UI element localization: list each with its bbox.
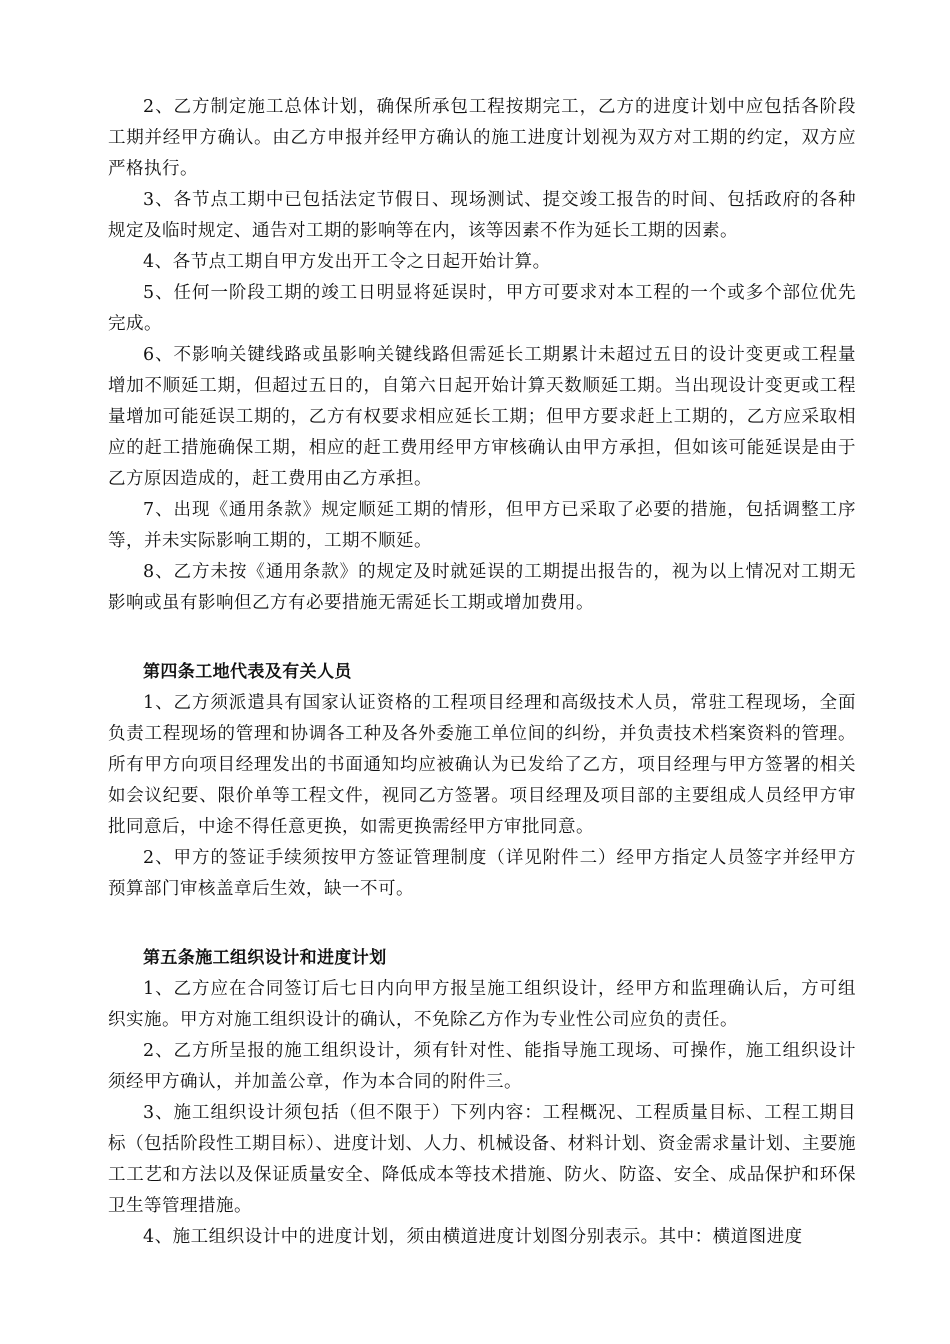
section-heading: 第四条工地代表及有关人员 [143,662,352,682]
clause-paragraph: 8、乙方未按《通用条款》的规定及时就延误的工期提出报告的，视为以上情况对工期无影响或虽有影响但乙方有必要措施无需延长工期或增加费用。 [108,562,856,613]
clause-paragraph: 2、乙方所呈报的施工组织设计，须有针对性、能指导施工现场、可操作，施工组织设计须经甲方确认，并加盖公章，作为本合同的附件三。 [108,1041,856,1092]
clause-paragraph: 7、出现《通用条款》规定顺延工期的情形，但甲方已采取了必要的措施，包括调整工序等，并未实际影响工期的，工期不顺延。 [108,500,856,551]
clause-paragraph: 3、施工组织设计须包括（但不限于）下列内容：工程概况、工程质量目标、工程工期目标（包括阶段性工期目标）、进度计划、人力、机械设备、材料计划、资金需求量计划、主要施工工艺和方法以及保证质量安全、降低成本等技术措施、防火、防盗、安全、成品保护和环保卫生等管理措施。 [108,1103,856,1216]
clause-paragraph: 1、乙方应在合同签订后七日内向甲方报呈施工组织设计，经甲方和监理确认后，方可组织实施。甲方对施工组织设计的确认，不免除乙方作为专业性公司应负的责任。 [108,979,856,1030]
clause-paragraph: 2、乙方制定施工总体计划，确保所承包工程按期完工，乙方的进度计划中应包括各阶段工期并经甲方确认。由乙方申报并经甲方确认的施工进度计划视为双方对工期的约定，双方应严格执行。 [108,97,856,179]
section-heading: 第五条施工组织设计和进度计划 [143,948,387,968]
clause-paragraph: 5、任何一阶段工期的竣工日明显将延误时，甲方可要求对本工程的一个或多个部位优先完成。 [108,283,856,334]
clause-paragraph: 4、各节点工期自甲方发出开工令之日起开始计算。 [143,252,551,272]
clause-paragraph: 3、各节点工期中已包括法定节假日、现场测试、提交竣工报告的时间、包括政府的各种规定及临时规定、通告对工期的影响等在内，该等因素不作为延长工期的因素。 [108,190,856,241]
clause-paragraph: 6、不影响关键线路或虽影响关键线路但需延长工期累计未超过五日的设计变更或工程量增加不顺延工期，但超过五日的，自第六日起开始计算天数顺延工期。当出现设计变更或工程量增加可能延误工期的，乙方有权要求相应延长工期；但甲方要求赶上工期的，乙方应采取相应的赶工措施确保工期，相应的赶工费用经甲方审核确认由甲方承担，但如该可能延误是由于乙方原因造成的，赶工费用由乙方承担。 [108,345,856,489]
document-page [108,92,856,1253]
clause-paragraph: 1、乙方须派遣具有国家认证资格的工程项目经理和高级技术人员，常驻工程现场，全面负责工程现场的管理和协调各工种及各外委施工单位间的纠纷，并负责技术档案资料的管理。所有甲方向项目经理发出的书面通知均应被确认为已发给了乙方，项目经理与甲方签署的相关如会议纪要、限价单等工程文件，视同乙方签署。项目经理及项目部的主要组成人员经甲方审批同意后，中途不得任意更换，如需更换需经甲方审批同意。 [108,693,856,837]
clause-paragraph: 2、甲方的签证手续须按甲方签证管理制度（详见附件二）经甲方指定人员签字并经甲方预算部门审核盖章后生效，缺一不可。 [108,848,856,899]
clause-paragraph: 4、施工组织设计中的进度计划，须由横道进度计划图分别表示。其中：横道图进度 [143,1227,803,1247]
